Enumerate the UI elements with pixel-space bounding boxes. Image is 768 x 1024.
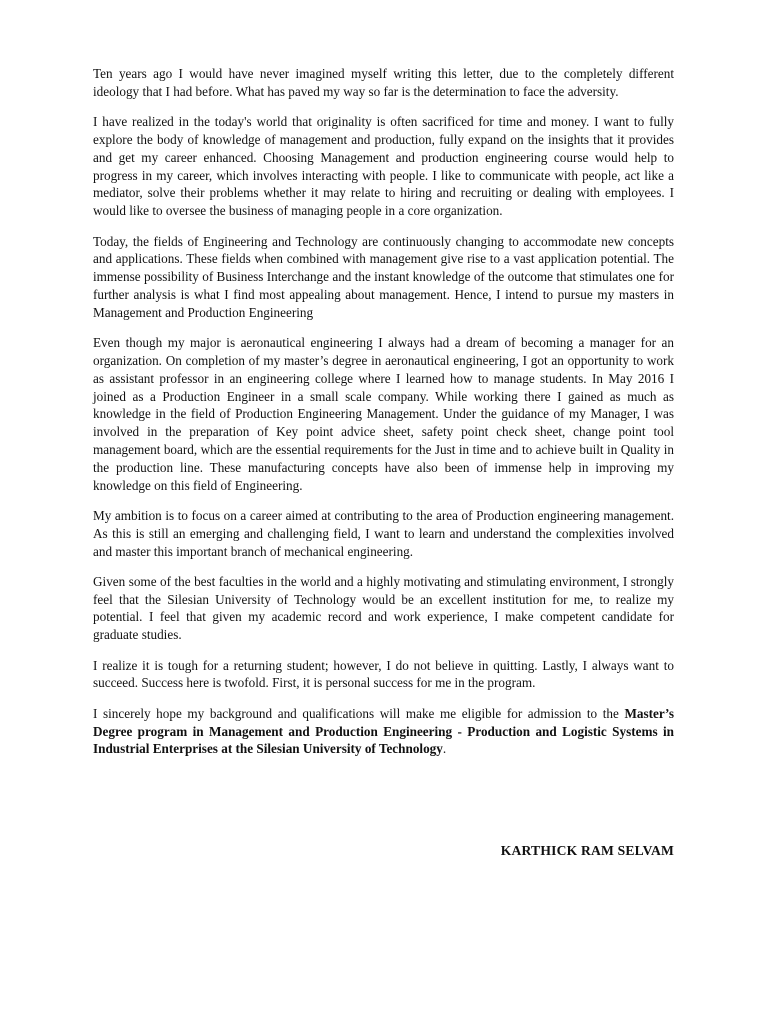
letter-page (93, 65, 674, 858)
paragraph-university: Given some of the best faculties in the world and a highly motivating and stimulating environment, I strongly feel that the Silesian University of Technology would be an excellent institution for me, to realize my potential. I feel that given my academic record and work experience, I make competent candidate for graduate studies. (93, 573, 674, 643)
paragraph-engineering-technology: Today, the fields of Engineering and Technology are continuously changing to accommodate new concepts and applications. These fields when combined with management give rise to a vast application potential. The immense possibility of Business Interchange and the instant knowledge of the outcome that stimulates one for further analysis is what I find most appealing about management. Hence, I intend to pursue my masters in Management and Production Engineering (93, 233, 674, 320)
paragraph-motivation: I have realized in the today's world that originality is often sacrificed for time and money. I want to fully explore the body of knowledge of management and production, fully expand on the insights that it provides and get my career enhanced. Choosing Management and production engineering course would help to progress in my career, which involves interacting with people. I like to communicate with people, act like a mediator, solve their problems whether it may relate to hiring and recruiting or dealing with employees. I would like to oversee the business of managing people in a core organization. (93, 114, 674, 219)
program-name: Master’s Degree program in Management and Production Engineering - Production and Logistic Systems in Industrial Enterprises at the Silesian University of Technology (93, 705, 674, 757)
paragraph-experience: Even though my major is aeronautical engineering I always had a dream of becoming a manager for an organization. On completion of my master’s degree in aeronautical engineering, I got an opportunity to work as assistant professor in an engineering college where I learned how to manage students. In May 2016 I joined as a Production Engineer in a small scale company. While working there I gained as much as knowledge in the field of Production Engineering Management. Under the guidance of my Manager, I was involved in the preparation of Key point advice sheet, safety point check sheet, change point tool management board, which are the essential requirements for the Just in time and to achieve built in Quality in the production line. These manufacturing concepts have also been of immense help in improving my knowledge on this field of Engineering. (93, 335, 674, 493)
signature-name: KARTHICK RAM SELVAM (500, 843, 674, 858)
paragraph-returning-student: I realize it is tough for a returning student; however, I do not believe in quitting. Lastly, I always want to succeed. Success here is twofold. First, it is personal success for me in the program. (93, 657, 674, 691)
closing-lead-text: I sincerely hope my background and qualifications will make me eligible for admission to the (93, 705, 625, 721)
paragraph-ambition: My ambition is to focus on a career aimed at contributing to the area of Production engineering management. As this is still an emerging and challenging field, I want to learn and understand the complexities involved and master this important branch of mechanical engineering. (93, 507, 674, 559)
paragraph-opening: Ten years ago I would have never imagined myself writing this letter, due to the completely different ideology that I had before. What has paved my way so far is the determination to face the adversity. (93, 66, 674, 99)
paragraph-closing (93, 705, 674, 758)
closing-end-punctuation: . (442, 741, 447, 757)
